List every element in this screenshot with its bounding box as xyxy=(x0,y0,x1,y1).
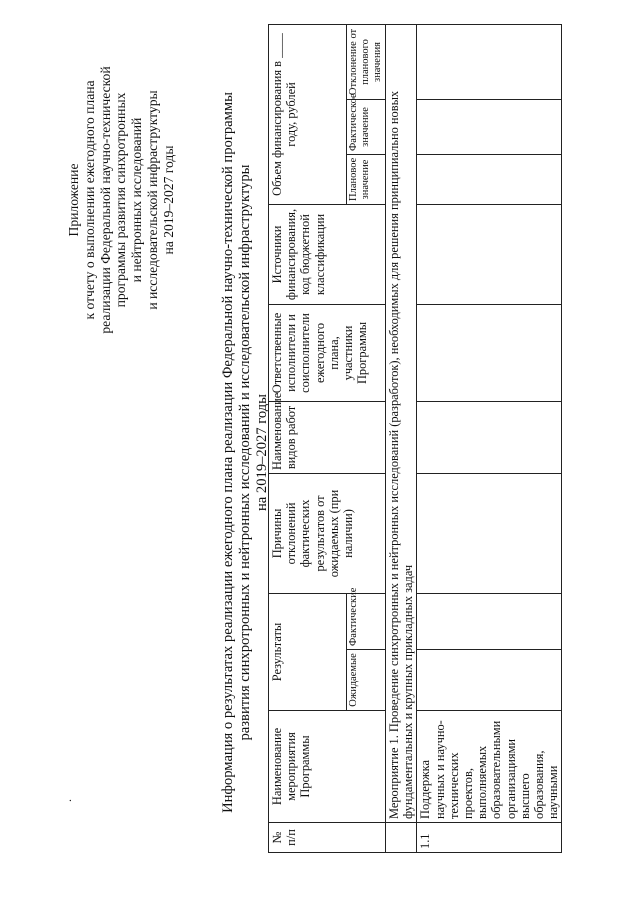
title-line: Информация о результатах реализации ежегодного плана реализации Федеральной научно-технической программы xyxy=(220,92,236,813)
title-line: развития синхротронных и нейтронных исследований и исследовательской инфраструктуры xyxy=(237,164,253,741)
table-cell xyxy=(417,154,562,204)
header-sources: Источники финансирования, код бюджетной классификации xyxy=(269,204,386,304)
header-planned: Плановое значение xyxy=(347,154,386,204)
table-cell xyxy=(417,99,562,154)
table-cell xyxy=(417,593,562,649)
appendix-line: и исследовательской инфраструктуры xyxy=(144,90,160,310)
header-num: № п/п xyxy=(269,823,386,853)
section-row: Мероприятие 1. Проведение синхротронных и нейтронных исследований (разработок), необходимых для решения принципиально новых фундаментальных и крупных прикладных задач xyxy=(386,24,417,822)
header-results: Результаты xyxy=(269,593,347,710)
header-works: Наименование видов работ xyxy=(269,401,386,473)
table-cell xyxy=(417,304,562,401)
header-expected: Ожидаемые xyxy=(347,650,386,711)
header-executors: Ответственные исполнители и соисполнители ежегодного плана, участники Программы xyxy=(269,304,386,401)
appendix-title: Приложение xyxy=(66,163,81,237)
appendix-line: и нейтронных исследований xyxy=(129,117,145,283)
row-name: Поддержка научных и научно-технических проектов, выполняемых образовательными организациями высшего образования, научными xyxy=(417,711,562,823)
results-table xyxy=(268,24,562,853)
table-cell xyxy=(417,650,562,711)
table-cell xyxy=(417,24,562,99)
appendix-line: реализации Федеральной научно-технической xyxy=(97,66,113,334)
appendix-line: к отчету о выполнении ежегодного плана xyxy=(81,80,97,320)
table-cell xyxy=(417,473,562,593)
table-cell xyxy=(417,401,562,473)
title-line: на 2019–2027 годы xyxy=(254,394,270,511)
page-marker: . xyxy=(60,799,74,802)
document-title xyxy=(220,0,271,905)
header-fact: Фактическое значение xyxy=(347,99,386,154)
header-actual: Фактические xyxy=(347,593,386,649)
appendix-block xyxy=(66,40,177,360)
table-cell xyxy=(417,204,562,304)
header-deviation: Отклонение от планового значения xyxy=(347,24,386,99)
appendix-line: на 2019–2027 годы xyxy=(160,145,176,255)
section-empty-cell xyxy=(386,823,417,853)
header-reasons: Причины отклонений фактических результатов от ожидаемых (при наличии) xyxy=(269,473,386,593)
appendix-line: программы развития синхротронных xyxy=(113,92,129,308)
header-financing: Объем финансирования в ____ году, рублей xyxy=(269,24,347,204)
header-name: Наименование мероприятия Программы xyxy=(269,711,386,823)
row-num: 1.1 xyxy=(417,823,562,853)
